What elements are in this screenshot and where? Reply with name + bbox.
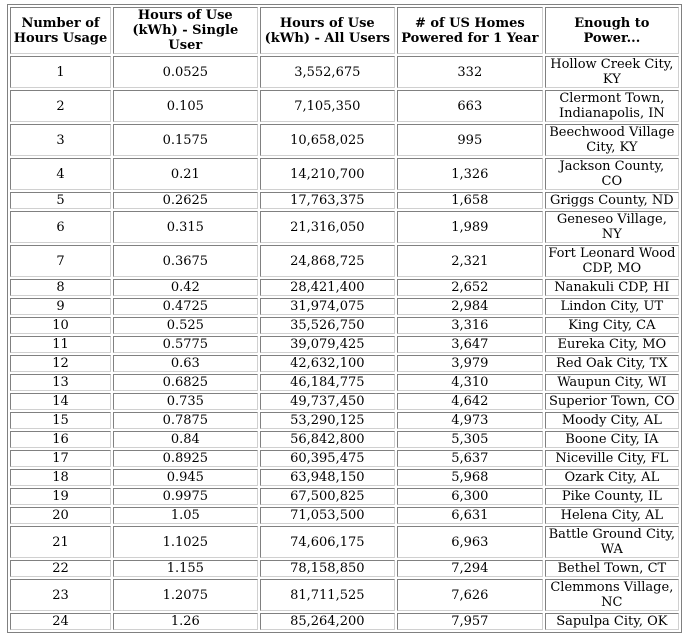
table-cell: 4,310 [397, 374, 543, 391]
table-cell: 49,737,450 [260, 393, 395, 410]
table-cell: Geneseo Village, NY [545, 211, 679, 243]
table-cell: 24,868,725 [260, 245, 395, 277]
table-cell: 0.4725 [113, 298, 258, 315]
table-row [10, 245, 679, 277]
table-header-row [10, 7, 679, 54]
table-cell: Moody City, AL [545, 412, 679, 429]
table-cell: 46,184,775 [260, 374, 395, 391]
table-cell: 24 [10, 613, 111, 630]
table-cell: 2,652 [397, 279, 543, 296]
table-cell: 0.945 [113, 469, 258, 486]
table-cell: Sapulpa City, OK [545, 613, 679, 630]
table-cell: Clermont Town, Indianapolis, IN [545, 90, 679, 122]
table-row [10, 412, 679, 429]
table-cell: 12 [10, 355, 111, 372]
table-row [10, 298, 679, 315]
table-cell: 0.2625 [113, 192, 258, 209]
table-cell: 1.05 [113, 507, 258, 524]
table-row [10, 56, 679, 88]
table-cell: King City, CA [545, 317, 679, 334]
table-cell: 71,053,500 [260, 507, 395, 524]
table-cell: 0.21 [113, 158, 258, 190]
table-cell: 0.84 [113, 431, 258, 448]
table-cell: 6 [10, 211, 111, 243]
table-cell: 0.735 [113, 393, 258, 410]
table-cell: 1.1025 [113, 526, 258, 558]
hours-usage-table [7, 4, 682, 633]
table-cell: 3,316 [397, 317, 543, 334]
table-cell: 10,658,025 [260, 124, 395, 156]
table-cell: 9 [10, 298, 111, 315]
table-cell: 22 [10, 560, 111, 577]
table-cell: 4 [10, 158, 111, 190]
table-row [10, 317, 679, 334]
table-cell: 17,763,375 [260, 192, 395, 209]
table-cell: 7,294 [397, 560, 543, 577]
table-row [10, 507, 679, 524]
table-row [10, 469, 679, 486]
table-cell: 1,326 [397, 158, 543, 190]
table-cell: 35,526,750 [260, 317, 395, 334]
table-cell: 0.8925 [113, 450, 258, 467]
column-header-enough-to-power: Enough to Power... [545, 7, 679, 54]
table-cell: 42,632,100 [260, 355, 395, 372]
table-body [10, 56, 679, 630]
table-cell: 1.26 [113, 613, 258, 630]
table-cell: 23 [10, 579, 111, 611]
table-cell: 2,321 [397, 245, 543, 277]
column-header-kwh-single-user: Hours of Use (kWh) - Single User [113, 7, 258, 54]
table-cell: 4,642 [397, 393, 543, 410]
table-row [10, 450, 679, 467]
table-row [10, 192, 679, 209]
table-cell: 0.0525 [113, 56, 258, 88]
table-cell: 5,637 [397, 450, 543, 467]
table-cell: Waupun City, WI [545, 374, 679, 391]
table-cell: 81,711,525 [260, 579, 395, 611]
table-cell: 15 [10, 412, 111, 429]
table-cell: 0.525 [113, 317, 258, 334]
table-row [10, 355, 679, 372]
table-cell: 3 [10, 124, 111, 156]
table-cell: Ozark City, AL [545, 469, 679, 486]
table-cell: 8 [10, 279, 111, 296]
table-cell: 6,963 [397, 526, 543, 558]
table-row [10, 279, 679, 296]
table-cell: 0.6825 [113, 374, 258, 391]
table-cell: 1,658 [397, 192, 543, 209]
table-cell: Beechwood Village City, KY [545, 124, 679, 156]
table-cell: 1,989 [397, 211, 543, 243]
table-cell: 11 [10, 336, 111, 353]
table-cell: 7 [10, 245, 111, 277]
table-cell: 14 [10, 393, 111, 410]
table-cell: 0.3675 [113, 245, 258, 277]
table-cell: Lindon City, UT [545, 298, 679, 315]
table-cell: Jackson County, CO [545, 158, 679, 190]
table-cell: 3,979 [397, 355, 543, 372]
table-cell: Red Oak City, TX [545, 355, 679, 372]
table-cell: 0.1575 [113, 124, 258, 156]
table-cell: 19 [10, 488, 111, 505]
table-cell: 18 [10, 469, 111, 486]
table-cell: Hollow Creek City, KY [545, 56, 679, 88]
table-cell: 5 [10, 192, 111, 209]
table-cell: 7,105,350 [260, 90, 395, 122]
table-cell: 85,264,200 [260, 613, 395, 630]
table-cell: 74,606,175 [260, 526, 395, 558]
table-cell: 663 [397, 90, 543, 122]
table-cell: Clemmons Village, NC [545, 579, 679, 611]
table-row [10, 613, 679, 630]
table-row [10, 431, 679, 448]
table-cell: 6,300 [397, 488, 543, 505]
table-cell: 63,948,150 [260, 469, 395, 486]
table-cell: 0.105 [113, 90, 258, 122]
table-cell: 332 [397, 56, 543, 88]
table-row [10, 211, 679, 243]
column-header-kwh-all-users: Hours of Use (kWh) - All Users [260, 7, 395, 54]
table-cell: Niceville City, FL [545, 450, 679, 467]
table-cell: 13 [10, 374, 111, 391]
table-cell: 53,290,125 [260, 412, 395, 429]
table-cell: 995 [397, 124, 543, 156]
table-cell: Eureka City, MO [545, 336, 679, 353]
table-cell: 7,957 [397, 613, 543, 630]
table-row [10, 488, 679, 505]
table-row [10, 374, 679, 391]
table-cell: 39,079,425 [260, 336, 395, 353]
table-row [10, 526, 679, 558]
table-cell: 5,305 [397, 431, 543, 448]
table-cell: 6,631 [397, 507, 543, 524]
table-row [10, 124, 679, 156]
table-cell: 1.2075 [113, 579, 258, 611]
table-row [10, 393, 679, 410]
table-cell: Boone City, IA [545, 431, 679, 448]
table-cell: 56,842,800 [260, 431, 395, 448]
table-cell: 3,647 [397, 336, 543, 353]
table-cell: 20 [10, 507, 111, 524]
column-header-homes-powered: # of US Homes Powered for 1 Year [397, 7, 543, 54]
table-cell: 14,210,700 [260, 158, 395, 190]
table-row [10, 90, 679, 122]
table-cell: 31,974,075 [260, 298, 395, 315]
table-cell: 0.315 [113, 211, 258, 243]
table-cell: 16 [10, 431, 111, 448]
table-cell: 5,968 [397, 469, 543, 486]
table-cell: Griggs County, ND [545, 192, 679, 209]
column-header-hours-usage: Number of Hours Usage [10, 7, 111, 54]
table-cell: 4,973 [397, 412, 543, 429]
table-cell: 3,552,675 [260, 56, 395, 88]
table-cell: 0.5775 [113, 336, 258, 353]
table-cell: 1 [10, 56, 111, 88]
table-cell: Fort Leonard Wood CDP, MO [545, 245, 679, 277]
table-cell: 0.9975 [113, 488, 258, 505]
table-cell: Pike County, IL [545, 488, 679, 505]
table-cell: 1.155 [113, 560, 258, 577]
table-cell: 0.7875 [113, 412, 258, 429]
table-cell: 21 [10, 526, 111, 558]
table-cell: 7,626 [397, 579, 543, 611]
table-cell: 17 [10, 450, 111, 467]
table-cell: Superior Town, CO [545, 393, 679, 410]
table-cell: Battle Ground City, WA [545, 526, 679, 558]
table-row [10, 336, 679, 353]
table-cell: 2 [10, 90, 111, 122]
table-cell: 21,316,050 [260, 211, 395, 243]
table-cell: 2,984 [397, 298, 543, 315]
table-cell: 67,500,825 [260, 488, 395, 505]
table-cell: 0.42 [113, 279, 258, 296]
table-cell: 0.63 [113, 355, 258, 372]
table-cell: 10 [10, 317, 111, 334]
table-row [10, 158, 679, 190]
table-cell: Helena City, AL [545, 507, 679, 524]
table-cell: 78,158,850 [260, 560, 395, 577]
table-cell: 28,421,400 [260, 279, 395, 296]
table-cell: Nanakuli CDP, HI [545, 279, 679, 296]
table-cell: Bethel Town, CT [545, 560, 679, 577]
table-row [10, 560, 679, 577]
table-row [10, 579, 679, 611]
table-cell: 60,395,475 [260, 450, 395, 467]
